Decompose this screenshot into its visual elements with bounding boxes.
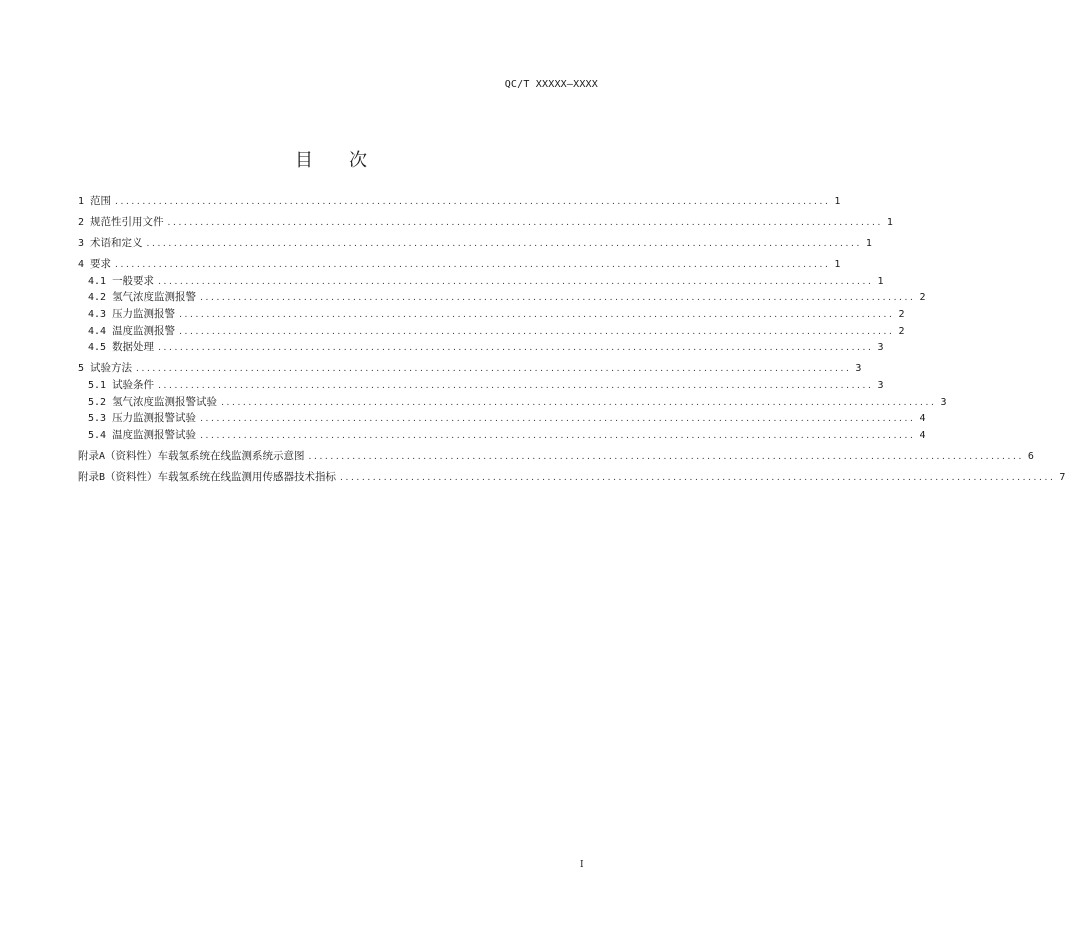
leader-dots: ................................................................................................................................... [136, 364, 852, 375]
toc-number: 5.3 [88, 413, 107, 425]
toc-page: 3 [877, 342, 884, 354]
toc-page: 3 [855, 363, 862, 375]
leader-dots: ................................................................................................................................... [158, 276, 874, 287]
leader-dots: ................................................................................................................................... [167, 218, 883, 229]
toc-number: 4.4 [88, 325, 107, 337]
leader-dots: ................................................................................................................................... [158, 343, 874, 354]
appendix-letter: B [99, 471, 106, 483]
leader-dots: ................................................................................................................................... [221, 397, 937, 408]
page-title [0, 146, 662, 172]
leader-dots: ................................................................................................................................... [200, 414, 916, 425]
title-char-2: 次 [349, 150, 367, 171]
toc-label: 范围 [90, 195, 112, 207]
toc-page: 1 [865, 238, 872, 250]
toc-page: 4 [919, 429, 926, 441]
toc-label: 术语和定义 [90, 237, 143, 250]
table-of-contents [78, 193, 1065, 486]
toc-entry[interactable] [78, 193, 841, 210]
toc-number: 1 [78, 196, 85, 207]
toc-number: 5.1 [88, 379, 107, 391]
page-number: I [580, 860, 584, 870]
leader-dots: ................................................................................................................................... [179, 310, 895, 321]
toc-entry[interactable] [78, 273, 884, 290]
toc-appendix-entry[interactable] [78, 448, 1034, 465]
toc-number: 5.2 [88, 396, 107, 408]
toc-entry[interactable] [78, 394, 947, 411]
toc-number: 4 [78, 259, 85, 271]
toc-label: 试验方法 [90, 362, 133, 375]
toc-entry[interactable] [78, 235, 872, 252]
toc-label: 车载氢系统在线监测系统示意图 [157, 449, 305, 462]
toc-label: 试验条件 [112, 378, 155, 391]
toc-number: 4.5 [88, 342, 107, 354]
toc-entry[interactable] [78, 377, 884, 394]
leader-dots: ................................................................................................................................... [308, 451, 1024, 462]
leader-dots: ................................................................................................................................... [179, 326, 895, 337]
toc-entry[interactable] [78, 214, 893, 231]
toc-page: 6 [1027, 450, 1034, 462]
toc-number: 4.2 [88, 292, 107, 304]
appendix-word-1: 附 [78, 449, 89, 462]
toc-page: 1 [834, 196, 841, 207]
leader-dots: ................................................................................................................................... [115, 260, 831, 271]
toc-entry[interactable] [78, 360, 862, 377]
toc-page: 3 [877, 379, 884, 391]
toc-appendix-entry[interactable] [78, 469, 1065, 486]
appendix-nature: （资料性） [105, 449, 158, 462]
toc-label: 车载氢系统在线监测用传感器技术指标 [157, 470, 337, 483]
toc-number: 2 [78, 217, 85, 229]
toc-page: 1 [834, 259, 841, 271]
toc-page: 2 [919, 292, 926, 304]
toc-number: 5.4 [88, 429, 107, 441]
toc-entry[interactable] [78, 410, 926, 427]
toc-entry[interactable] [78, 427, 926, 444]
toc-page: 4 [919, 413, 926, 425]
toc-label: 温度监测报警试验 [112, 428, 197, 441]
appendix-word-1: 附 [78, 470, 89, 483]
document-id: QC/T XXXXX—XXXX [504, 79, 598, 90]
toc-page: 1 [886, 217, 893, 229]
toc-number: 4.1 [88, 275, 107, 287]
toc-entry[interactable] [78, 339, 884, 356]
toc-number: 3 [78, 238, 85, 250]
title-char-1: 目 [295, 150, 313, 171]
toc-label: 规范性引用文件 [90, 216, 164, 229]
toc-entry[interactable] [78, 306, 905, 323]
leader-dots: ................................................................................................................................... [200, 293, 916, 304]
toc-number: 4.3 [88, 309, 107, 321]
toc-number: 5 [78, 363, 85, 375]
toc-page: 7 [1059, 471, 1065, 483]
toc-label: 要求 [90, 258, 112, 271]
appendix-nature: （资料性） [105, 470, 158, 483]
toc-label: 压力监测报警 [112, 308, 176, 321]
toc-label: 氢气浓度监测报警试验 [112, 395, 218, 408]
leader-dots: ................................................................................................................................... [340, 472, 1056, 483]
toc-label: 压力监测报警试验 [112, 412, 197, 425]
leader-dots: ................................................................................................................................... [146, 239, 862, 250]
appendix-letter: A [99, 450, 106, 462]
toc-page: 2 [898, 309, 905, 321]
leader-dots: ................................................................................................................................... [115, 197, 831, 207]
toc-page: 3 [940, 396, 947, 408]
toc-label: 数据处理 [112, 341, 155, 354]
appendix-word-2: 录 [88, 470, 99, 483]
leader-dots: ................................................................................................................................... [200, 430, 916, 441]
toc-label: 温度监测报警 [112, 324, 176, 337]
toc-entry[interactable] [78, 256, 841, 273]
toc-label: 氢气浓度监测报警 [112, 291, 197, 304]
leader-dots: ................................................................................................................................... [158, 380, 874, 391]
toc-page: 2 [898, 325, 905, 337]
toc-entry[interactable] [78, 323, 905, 340]
toc-entry[interactable] [78, 289, 926, 306]
appendix-word-2: 录 [88, 449, 99, 462]
toc-label: 一般要求 [112, 274, 155, 287]
toc-page: 1 [877, 275, 884, 287]
